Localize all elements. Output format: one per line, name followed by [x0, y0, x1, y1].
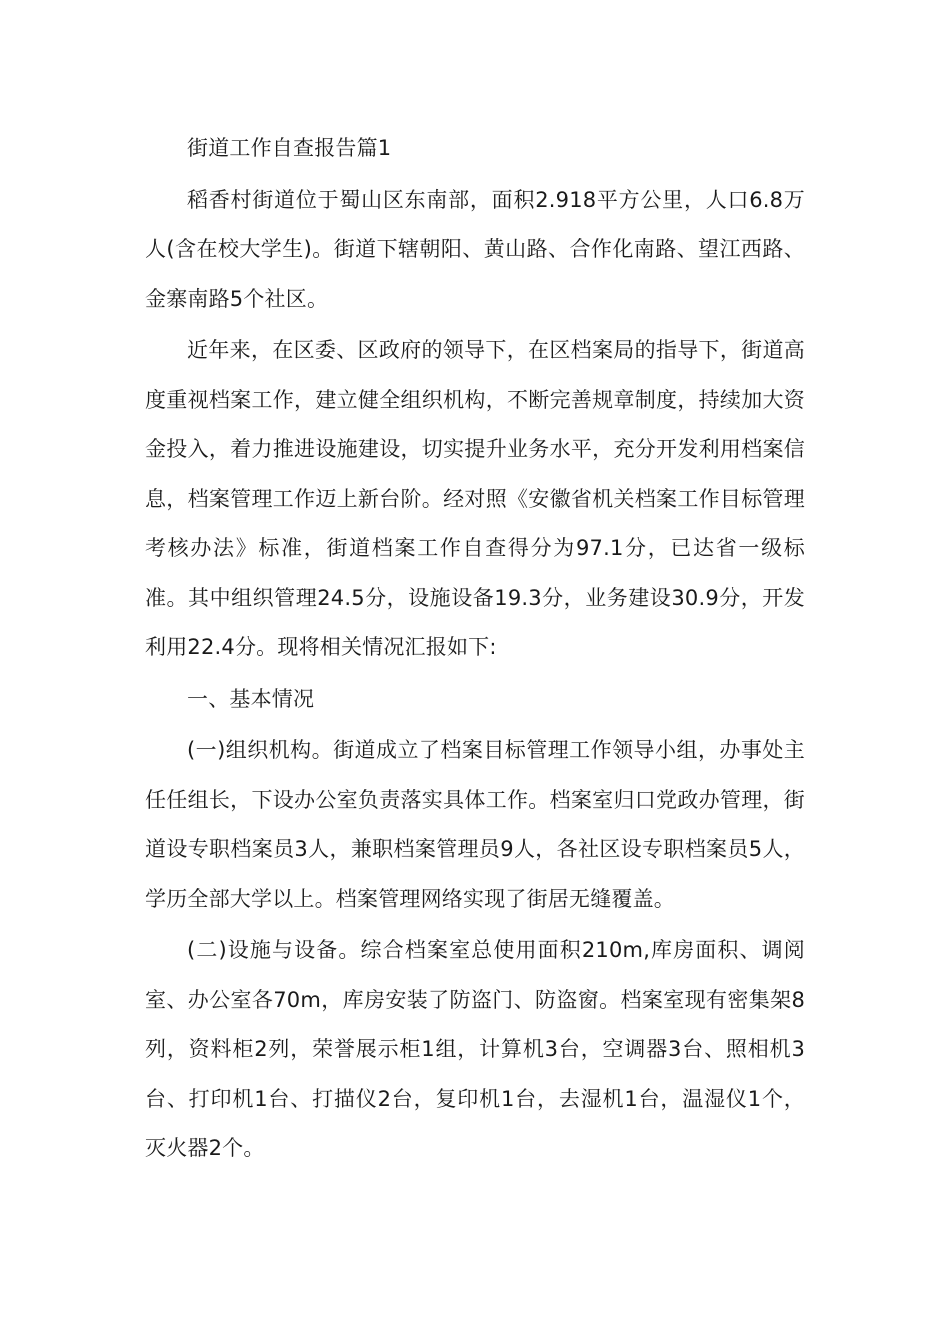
section-heading-basic: 一、基本情况	[187, 686, 315, 711]
document-title: 街道工作自查报告篇1	[187, 136, 392, 160]
paragraph-overview: 稻香村街道位于蜀山区东南部，面积2.918平方公里，人口6.8万人(含在校大学生)。街道下辖朝阳、黄山路、合作化南路、望江西路、金寨南路5个社区。	[145, 187, 805, 311]
paragraph-organization: (一)组织机构。街道成立了档案目标管理工作领导小组，办事处主任任组长，下设办公室负责落实具体工作。档案室归口党政办管理，街道设专职档案员3人，兼职档案管理员9人，各社区设专职档案员5人，学历全部大学以上。档案管理网络实现了街居无缝覆盖。	[145, 738, 805, 911]
paragraph-summary: 近年来，在区委、区政府的领导下，在区档案局的指导下，街道高度重视档案工作，建立健全组织机构，不断完善规章制度，持续加大资金投入，着力推进设施建设，切实提升业务水平，充分开发利用档案信息，档案管理工作迈上新台阶。经对照《安徽省机关档案工作目标管理考核办法》标准，街道档案工作自查得分为97.1分，已达省一级标准。其中组织管理24.5分，设施设备19.3分，业务建设30.9分，开发利用22.4分。现将相关情况汇报如下:	[145, 338, 805, 659]
paragraph-facilities: (二)设施与设备。综合档案室总使用面积210m,库房面积、调阅室、办公室各70m，库房安装了防盗门、防盗窗。档案室现有密集架8列，资料柜2列，荣誉展示柜1组，计算机3台，空调器3台、照相机3台、打印机1台、打描仪2台，复印机1台，去湿机1台，温湿仪1个，灭火器2个。	[145, 938, 805, 1160]
document-body	[145, 124, 805, 1174]
